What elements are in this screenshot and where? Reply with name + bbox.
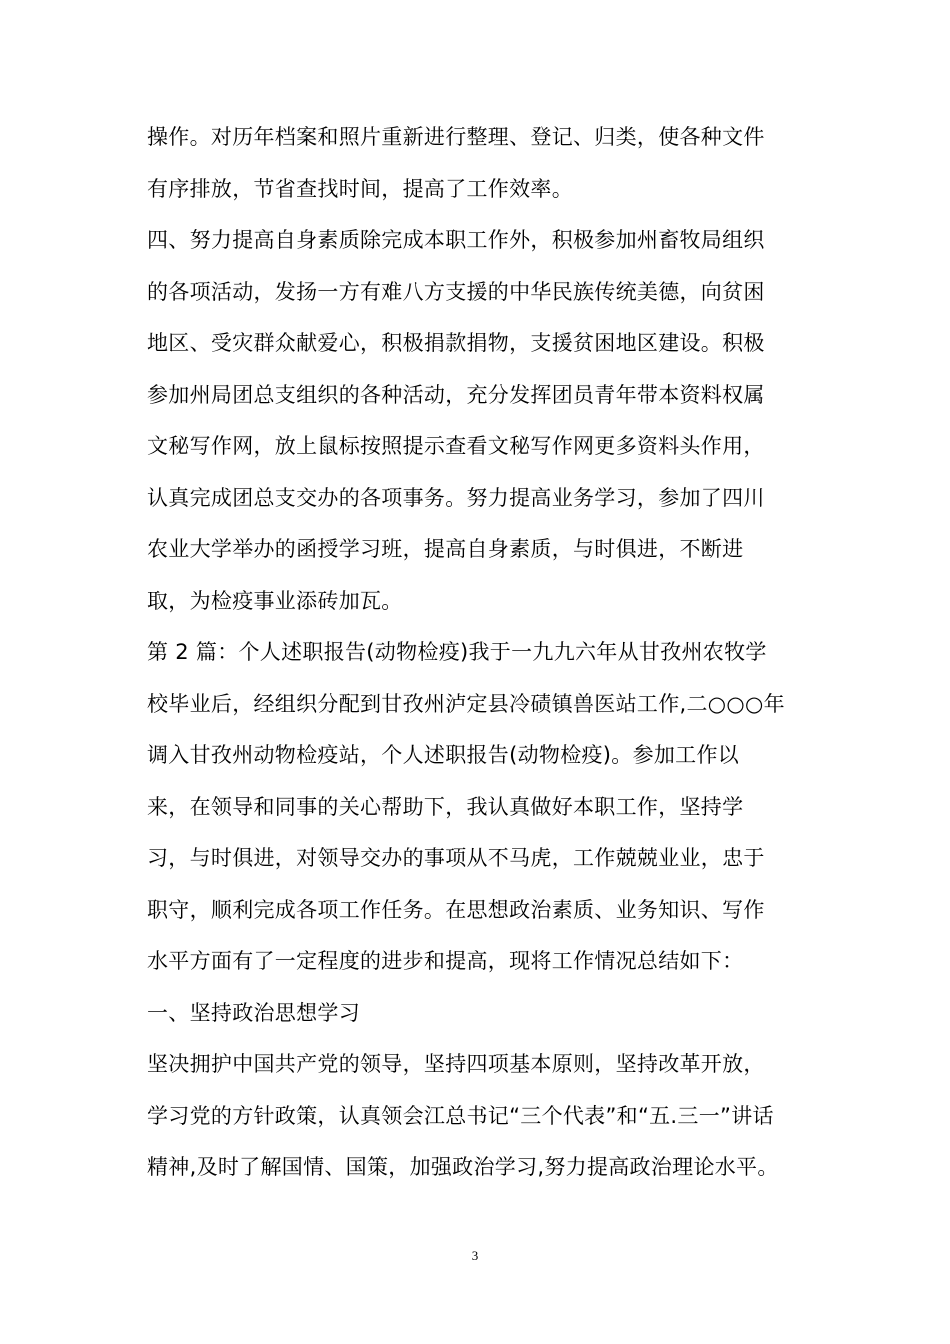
text-line: 水平方面有了一定程度的进步和提高，现将工作情况总结如下： — [147, 949, 744, 973]
text-line: 认真完成团总支交办的各项事务。努力提高业务学习，参加了四川 — [147, 485, 765, 510]
page-number: 3 — [471, 1248, 479, 1263]
text-line: 文秘写作网，放上鼠标按照提示查看文秘写作网更多资料头作用， — [147, 434, 765, 458]
text-line: 的各项活动，发扬一方有难八方支援的中华民族传统美德，向贫困 — [147, 279, 765, 304]
text-line: 取，为检疫事业添砖加瓦。 — [147, 588, 403, 613]
text-line: 四、努力提高自身素质除完成本职工作外，积极参加州畜牧局组织 — [147, 228, 765, 252]
body-text — [147, 112, 807, 1194]
text-line: 精神,及时了解国情、国策，加强政治学习,努力提高政治理论水平。 — [147, 1155, 779, 1179]
text-line: 调入甘孜州动物检疫站，个人述职报告(动物检疫)。参加工作以 — [147, 743, 740, 767]
text-line: 农业大学举办的函授学习班，提高自身素质，与时俱进，不断进 — [147, 537, 744, 561]
text-line: 第 2 篇：个人述职报告(动物检疫)我于一九九六年从甘孜州农牧学 — [147, 640, 767, 664]
text-line: 坚决拥护中国共产党的领导，坚持四项基本原则，坚持改革开放， — [147, 1052, 765, 1076]
text-line: 有序排放，节省查找时间，提高了工作效率。 — [147, 176, 573, 201]
text-line: 职守，顺利完成各项工作任务。在思想政治素质、业务知识、写作 — [147, 897, 765, 922]
text-line: 地区、受灾群众献爱心，积极捐款捐物，支援贫困地区建设。积极 — [147, 331, 765, 355]
text-line: 学习党的方针政策，认真领会江总书记“三个代表”和“五.三一”讲话 — [147, 1103, 774, 1128]
text-line: 习，与时俱进，对领导交办的事项从不马虎，工作兢兢业业，忠于 — [147, 846, 765, 870]
text-line: 来，在领导和同事的关心帮助下，我认真做好本职工作，坚持学 — [147, 794, 744, 819]
text-line: 校毕业后，经组织分配到甘孜州泸定县冷碛镇兽医站工作,二○○○年 — [147, 691, 785, 716]
section-heading: 一、坚持政治思想学习 — [147, 1000, 360, 1025]
text-line: 参加州局团总支组织的各种活动，充分发挥团员青年带本资料权属 — [147, 382, 765, 407]
text-line: 操作。对历年档案和照片重新进行整理、登记、归类，使各种文件 — [147, 125, 765, 149]
